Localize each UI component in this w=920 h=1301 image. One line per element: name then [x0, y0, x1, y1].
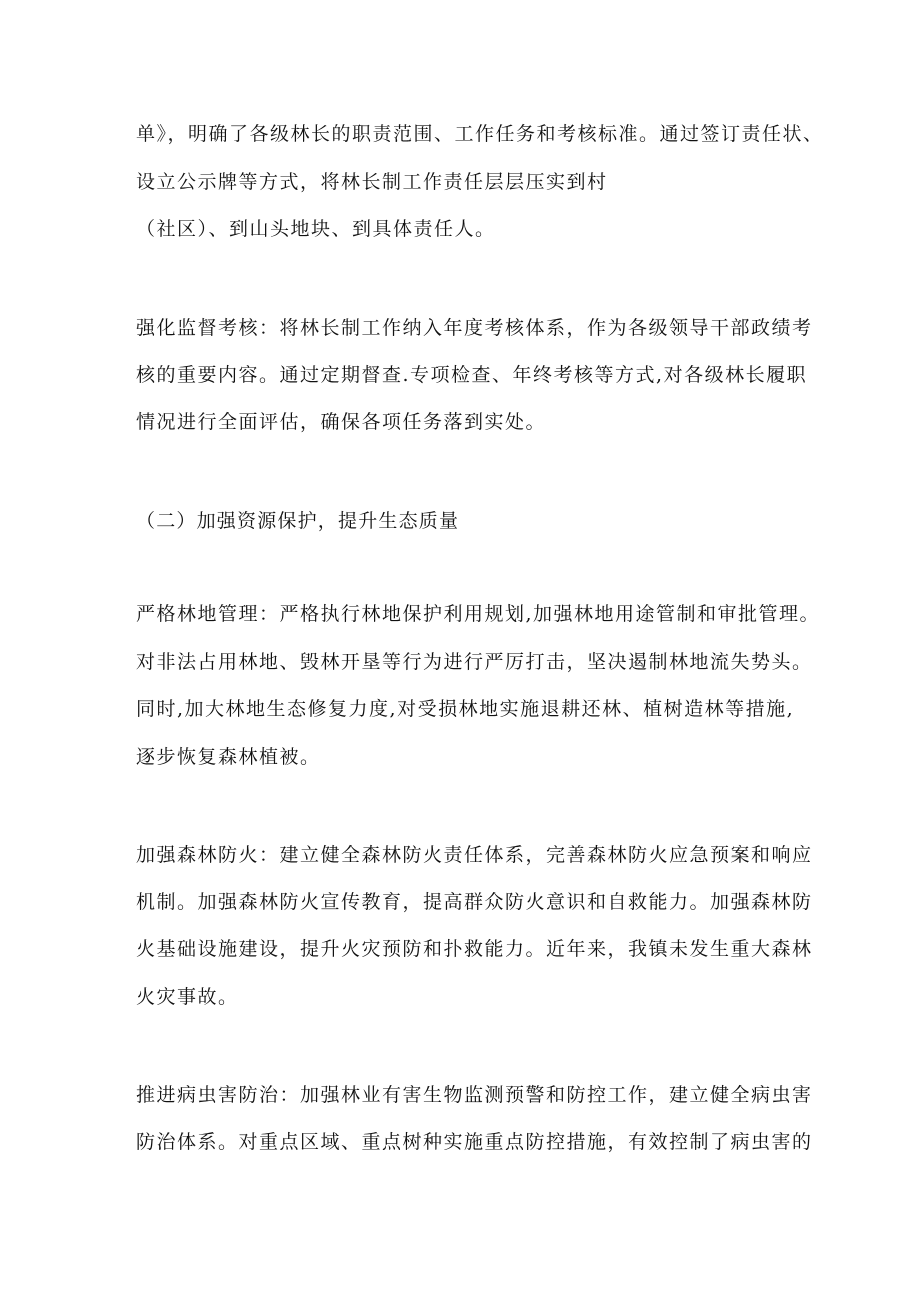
paragraph-4-line-1: 严格林地管理：严格执行林地保护利用规划,加强林地用途管制和审批管理。 — [136, 603, 821, 625]
paragraph-2-line-2: 核的重要内容。通过定期督查.专项检查、年终考核等方式,对各级林长履职 — [136, 364, 808, 386]
paragraph-6-line-2: 防治体系。对重点区域、重点树种实施重点防控措施，有效控制了病虫害的 — [136, 1131, 813, 1153]
paragraph-4-line-4: 逐步恢复森林植被。 — [136, 746, 321, 768]
paragraph-2-line-1: 强化监督考核：将林长制工作纳入年度考核体系，作为各级领导干部政绩考 — [136, 317, 813, 339]
paragraph-1-line-1: 单》，明确了各级林长的职责范围、工作任务和考核标准。通过签订责任状、 — [136, 123, 824, 145]
paragraph-1-line-3: （社区）、到山头地块、到具体责任人。 — [136, 218, 496, 240]
paragraph-6-line-1: 推进病虫害防治：加强林业有害生物监测预警和防控工作，建立健全病虫害 — [136, 1084, 813, 1106]
paragraph-5-line-2: 机制。加强森林防火宣传教育，提高群众防火意识和自救能力。加强森林防 — [136, 891, 813, 913]
paragraph-5-line-3: 火基础设施建设，提升火灾预防和扑救能力。近年来，我镇未发生重大森林 — [136, 938, 813, 960]
paragraph-4-line-3: 同时,加大林地生态修复力度,对受损林地实施退耕还林、植树造林等措施, — [136, 698, 795, 720]
paragraph-4-line-2: 对非法占用林地、毁林开垦等行为进行严厉打击，坚决遏制林地流失势头。 — [136, 651, 813, 673]
paragraph-5-line-1: 加强森林防火：建立健全森林防火责任体系，完善森林防火应急预案和响应 — [136, 844, 813, 866]
paragraph-2-line-3: 情况进行全面评估，确保各项任务落到实处。 — [136, 411, 547, 433]
paragraph-5-line-4: 火灾事故。 — [136, 986, 239, 1008]
section-heading: （二）加强资源保护，提升生态质量 — [136, 510, 460, 532]
paragraph-1-line-2: 设立公示牌等方式，将林长制工作责任层层压实到村 — [136, 171, 608, 193]
